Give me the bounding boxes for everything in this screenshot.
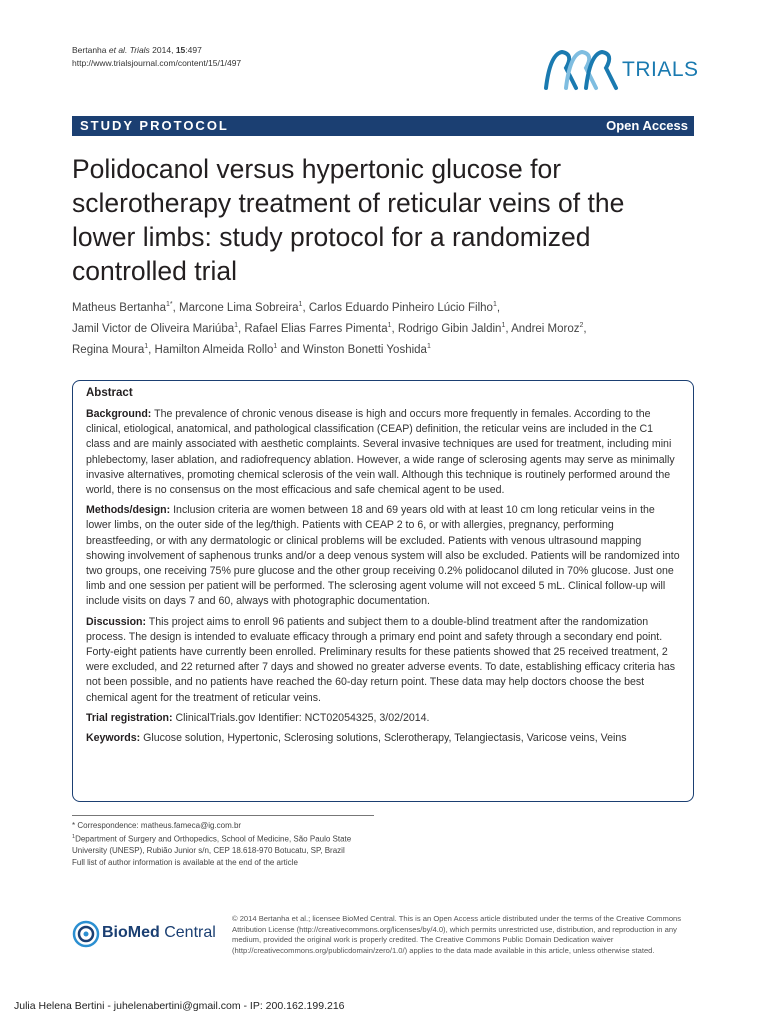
trials-logo-icon <box>540 44 620 94</box>
abstract-methods: Methods/design: Inclusion criteria are women between 18 and 69 years old with at least 10 cm long reticular veins in the lower limbs, on the outer side of the leg/thigh. Patients with CEAP 2 to 6, or with allergies, pregnancy, performing breastfeeding, or with any dermatologic or clinical problems will be excluded. Patients with venous ultrasound mapping showing involvement of saphenous trunks and/or a deep venous system will also be excluded. Patients will be randomized into two groups, one receiving 75% pure glucose and the other group receiving 0.2% polidocanol diluted in 70% glucose. Just one limb and one session per patient will be performed. The sclerosing agent volume will not exceed 5 mL. Clinical follow-up will include visits on days 7 and 60, always with photographic documentation. <box>86 504 680 608</box>
article-title: Polidocanol versus hypertonic glucose for sclerotherapy treatment of reticular veins of the lower limbs: study protocol for a randomized controlled trial <box>72 154 625 286</box>
author-info-note: Full list of author information is available at the end of the article <box>72 858 298 868</box>
open-access-label: Open Access <box>606 118 688 133</box>
biomed-central-text: BioMed Central <box>102 924 216 941</box>
footnote-divider <box>72 815 374 816</box>
author: Hamilton Almeida Rollo$^1$ and <box>154 343 303 357</box>
abstract-discussion: Discussion: This project aims to enroll 96 patients and subject them to a double-blind treatment after the randomization process. The design is intended to evaluate efficacy through a primary end point and safety through a secondary end point. Forty-eight patients have currently been enrolled. Preliminary results for these patients showed that 25 received treatment, 2 were excluded, and 22 returned after 7 days and showed no greater adverse events. To date, establishing efficacy criteria has not been possible, and no patients have reached the 60-day return point. These data may help doctors choose the best chemical agent for the treatment of reticular veins. <box>86 615 676 704</box>
author: Marcone Lima Sobreira$^1$, <box>179 301 309 314</box>
abstract-heading: Abstract <box>86 387 133 399</box>
citation-url[interactable]: http://www.trialsjournal.com/content/15/1/497 <box>72 58 242 68</box>
abstract-background: Background: The prevalence of chronic venous disease is high and occurs more frequently in females. According to the clinical, etiological, anatomical, and pathological classification (CEAP) definition, the reticular veins are included in the C1 class and are mainly associated with aesthetic complaints. Several invasive techniques are used for treatment, including mini phlebectomy, laser ablation, and radiofrequency ablation. However, a wide range of sclerosing agents may serve as minimally invasive alternatives, promoting chemical sclerosis of the vein wall. Although this technique is routinely performed around the world, there is no consensus on the most efficacious and safe chemical agent to be used. <box>86 408 675 497</box>
author: Matheus Bertanha$^{1*}$, <box>72 301 179 314</box>
author: Rafael Elias Farres Pimenta$^1$, <box>244 322 398 336</box>
author: Jamil Victor de Oliveira Mariúba$^1$, <box>72 322 245 336</box>
abstract-keywords: Keywords: Glucose solution, Hypertonic, Sclerosing solutions, Sclerotherapy, Telangiectasis, Varicose veins, Veins <box>86 732 627 745</box>
license-text: © 2014 Bertanha et al.; licensee BioMed Central. This is an Open Access article distributed under the terms of the Creative Commons Attribution License (http://creativecommons.org/licenses/by/4.0), which permits unrestricted use, distribution, and reproduction in any medium, provided the original work is properly credited. The Creative Commons Public Domain Dedication waiver (http://creativecommons.org/publicdomain/zero/1.0/) applies to the data made available in this article, unless otherwise stated. <box>232 914 682 955</box>
correspondence-note: * Correspondence: matheus.fameca@ig.com.br <box>72 821 242 830</box>
citation-header <box>72 44 241 70</box>
section-label: STUDY PROTOCOL <box>80 118 229 133</box>
footnotes <box>72 820 372 869</box>
author: Winston Bonetti Yoshida$^1$ <box>302 343 431 357</box>
trials-logo-text: TRIALS <box>622 58 699 81</box>
biomed-central-icon <box>72 920 100 948</box>
biomed-central-logo <box>72 918 232 952</box>
author: Andrei Moroz$^2$, <box>511 322 587 336</box>
author: Rodrigo Gibin Jaldin$^1$, <box>397 322 512 336</box>
author-list <box>72 296 694 360</box>
trials-logo <box>540 44 700 94</box>
author: Carlos Eduardo Pinheiro Lúcio Filho$^1$, <box>308 301 501 314</box>
section-banner <box>72 116 694 136</box>
abstract-registration: Trial registration: ClinicalTrials.gov Identifier: NCT02054325, 3/02/2014. <box>86 711 430 724</box>
abstract-box <box>72 380 694 802</box>
citation-line-1: Bertanha et al. Trials 2014, 15:497 <box>72 45 202 55</box>
affiliation-note: $^1$Department of Surgery and Orthopedics, School of Medicine, São Paulo State University (UNESP), Rubião Junior s/n, CEP 18.618-970 Botucatu, SP, Brazil <box>72 833 352 856</box>
author: Regina Moura$^1$, <box>72 343 155 357</box>
download-watermark: Julia Helena Bertini - juhelenabertini@gmail.com - IP: 200.162.199.216 <box>14 1000 345 1012</box>
